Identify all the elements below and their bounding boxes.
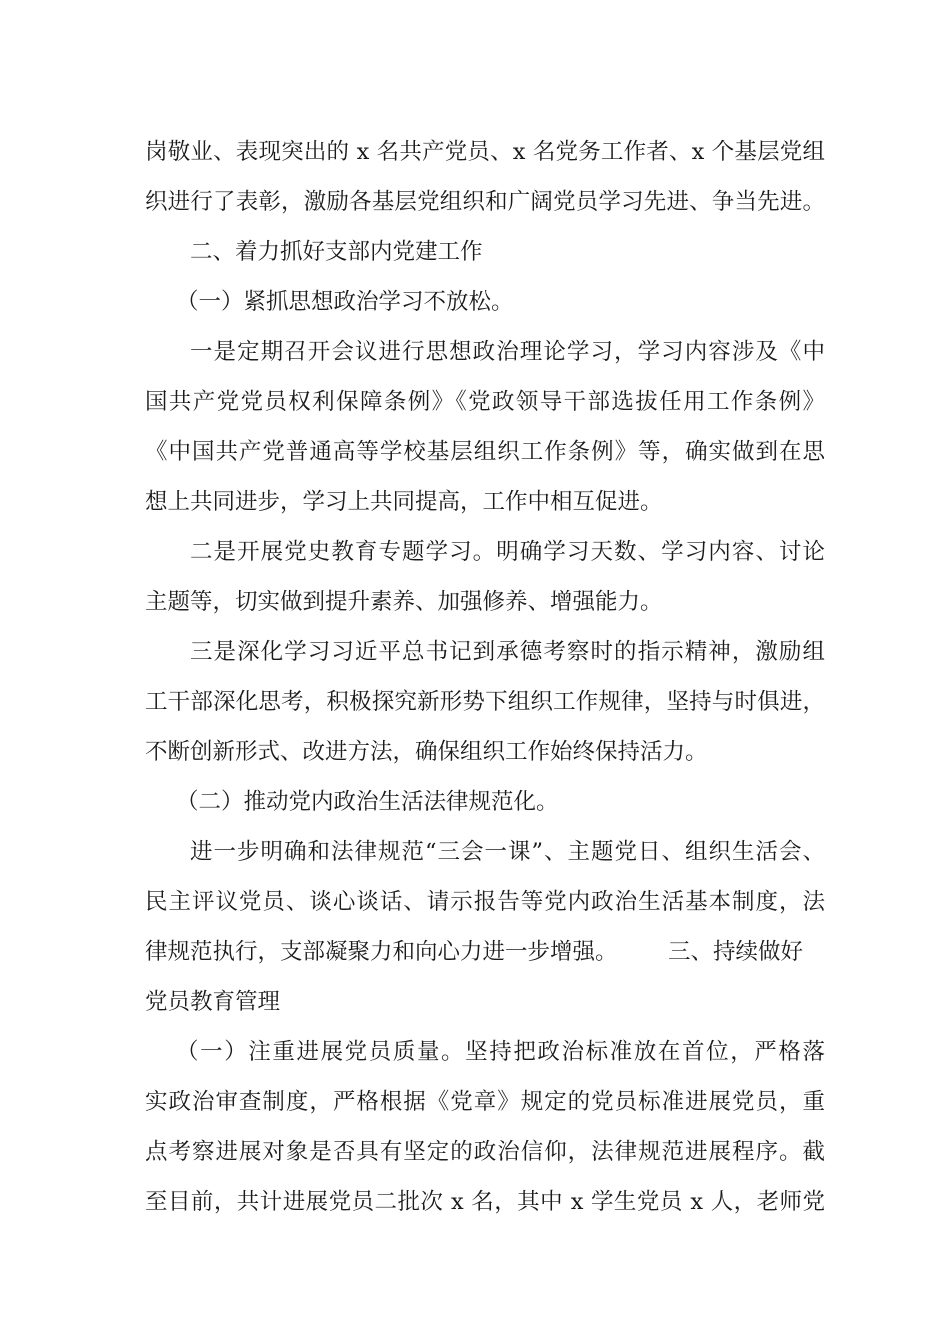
paragraph-line: （一）注重进展党员质量。坚持把政治标准放在首位，严格落 [176,1039,825,1065]
paragraph-line: 岗敬业、表现突出的 x 名共产党员、x 名党务工作者、x 个基层党组 [145,139,825,165]
paragraph-line: 三是深化学习习近平总书记到承德考察时的指示精神，激励组 [190,639,825,665]
paragraph-line: 进一步明确和法律规范“三会一课”、主题党日、组织生活会、 [190,839,825,865]
section-heading: 二、着力抓好支部内党建工作 [190,239,483,265]
paragraph-line: 不断创新形式、改进方法，确保组织工作始终保持活力。 [145,739,708,765]
paragraph-line: 点考察进展对象是否具有坚定的政治信仰，法律规范进展程序。截 [145,1139,825,1165]
paragraph-line: 《中国共产党普通高等学校基层组织工作条例》等，确实做到在思 [145,439,825,465]
section-heading: 三、持续做好 [668,939,804,965]
paragraph-line: 民主评议党员、谈心谈话、请示报告等党内政治生活基本制度，法 [145,889,825,915]
paragraph-line: 织进行了表彰，激励各基层党组织和广阔党员学习先进、争当先进。 [145,189,825,215]
paragraph-line: 工干部深化思考，积极探究新形势下组织工作规律，坚持与时俱进， [145,689,825,715]
paragraph-line: 国共产党党员权利保障条例》《党政领导干部选拔任用工作条例》 [145,389,825,415]
paragraph-line: 至目前，共计进展党员二批次 x 名，其中 x 学生党员 x 人，老师党 [145,1189,825,1215]
paragraph-line: 二是开展党史教育专题学习。明确学习天数、学习内容、讨论 [190,539,825,565]
section-heading: 党员教育管理 [145,989,281,1015]
paragraph-line: 一是定期召开会议进行思想政治理论学习，学习内容涉及《中 [190,339,825,365]
paragraph-line: 律规范执行，支部凝聚力和向心力进一步增强。 [145,939,618,965]
paragraph-line: 主题等，切实做到提升素养、加强修养、增强能力。 [145,589,663,615]
subsection-heading: （二）推动党内政治生活法律规范化。 [176,789,559,815]
paragraph-line: 实政治审查制度，严格根据《党章》规定的党员标准进展党员，重 [145,1089,825,1115]
paragraph-line: 想上共同进步，学习上共同提高，工作中相互促进。 [145,489,663,515]
subsection-heading: （一）紧抓思想政治学习不放松。 [176,289,514,315]
